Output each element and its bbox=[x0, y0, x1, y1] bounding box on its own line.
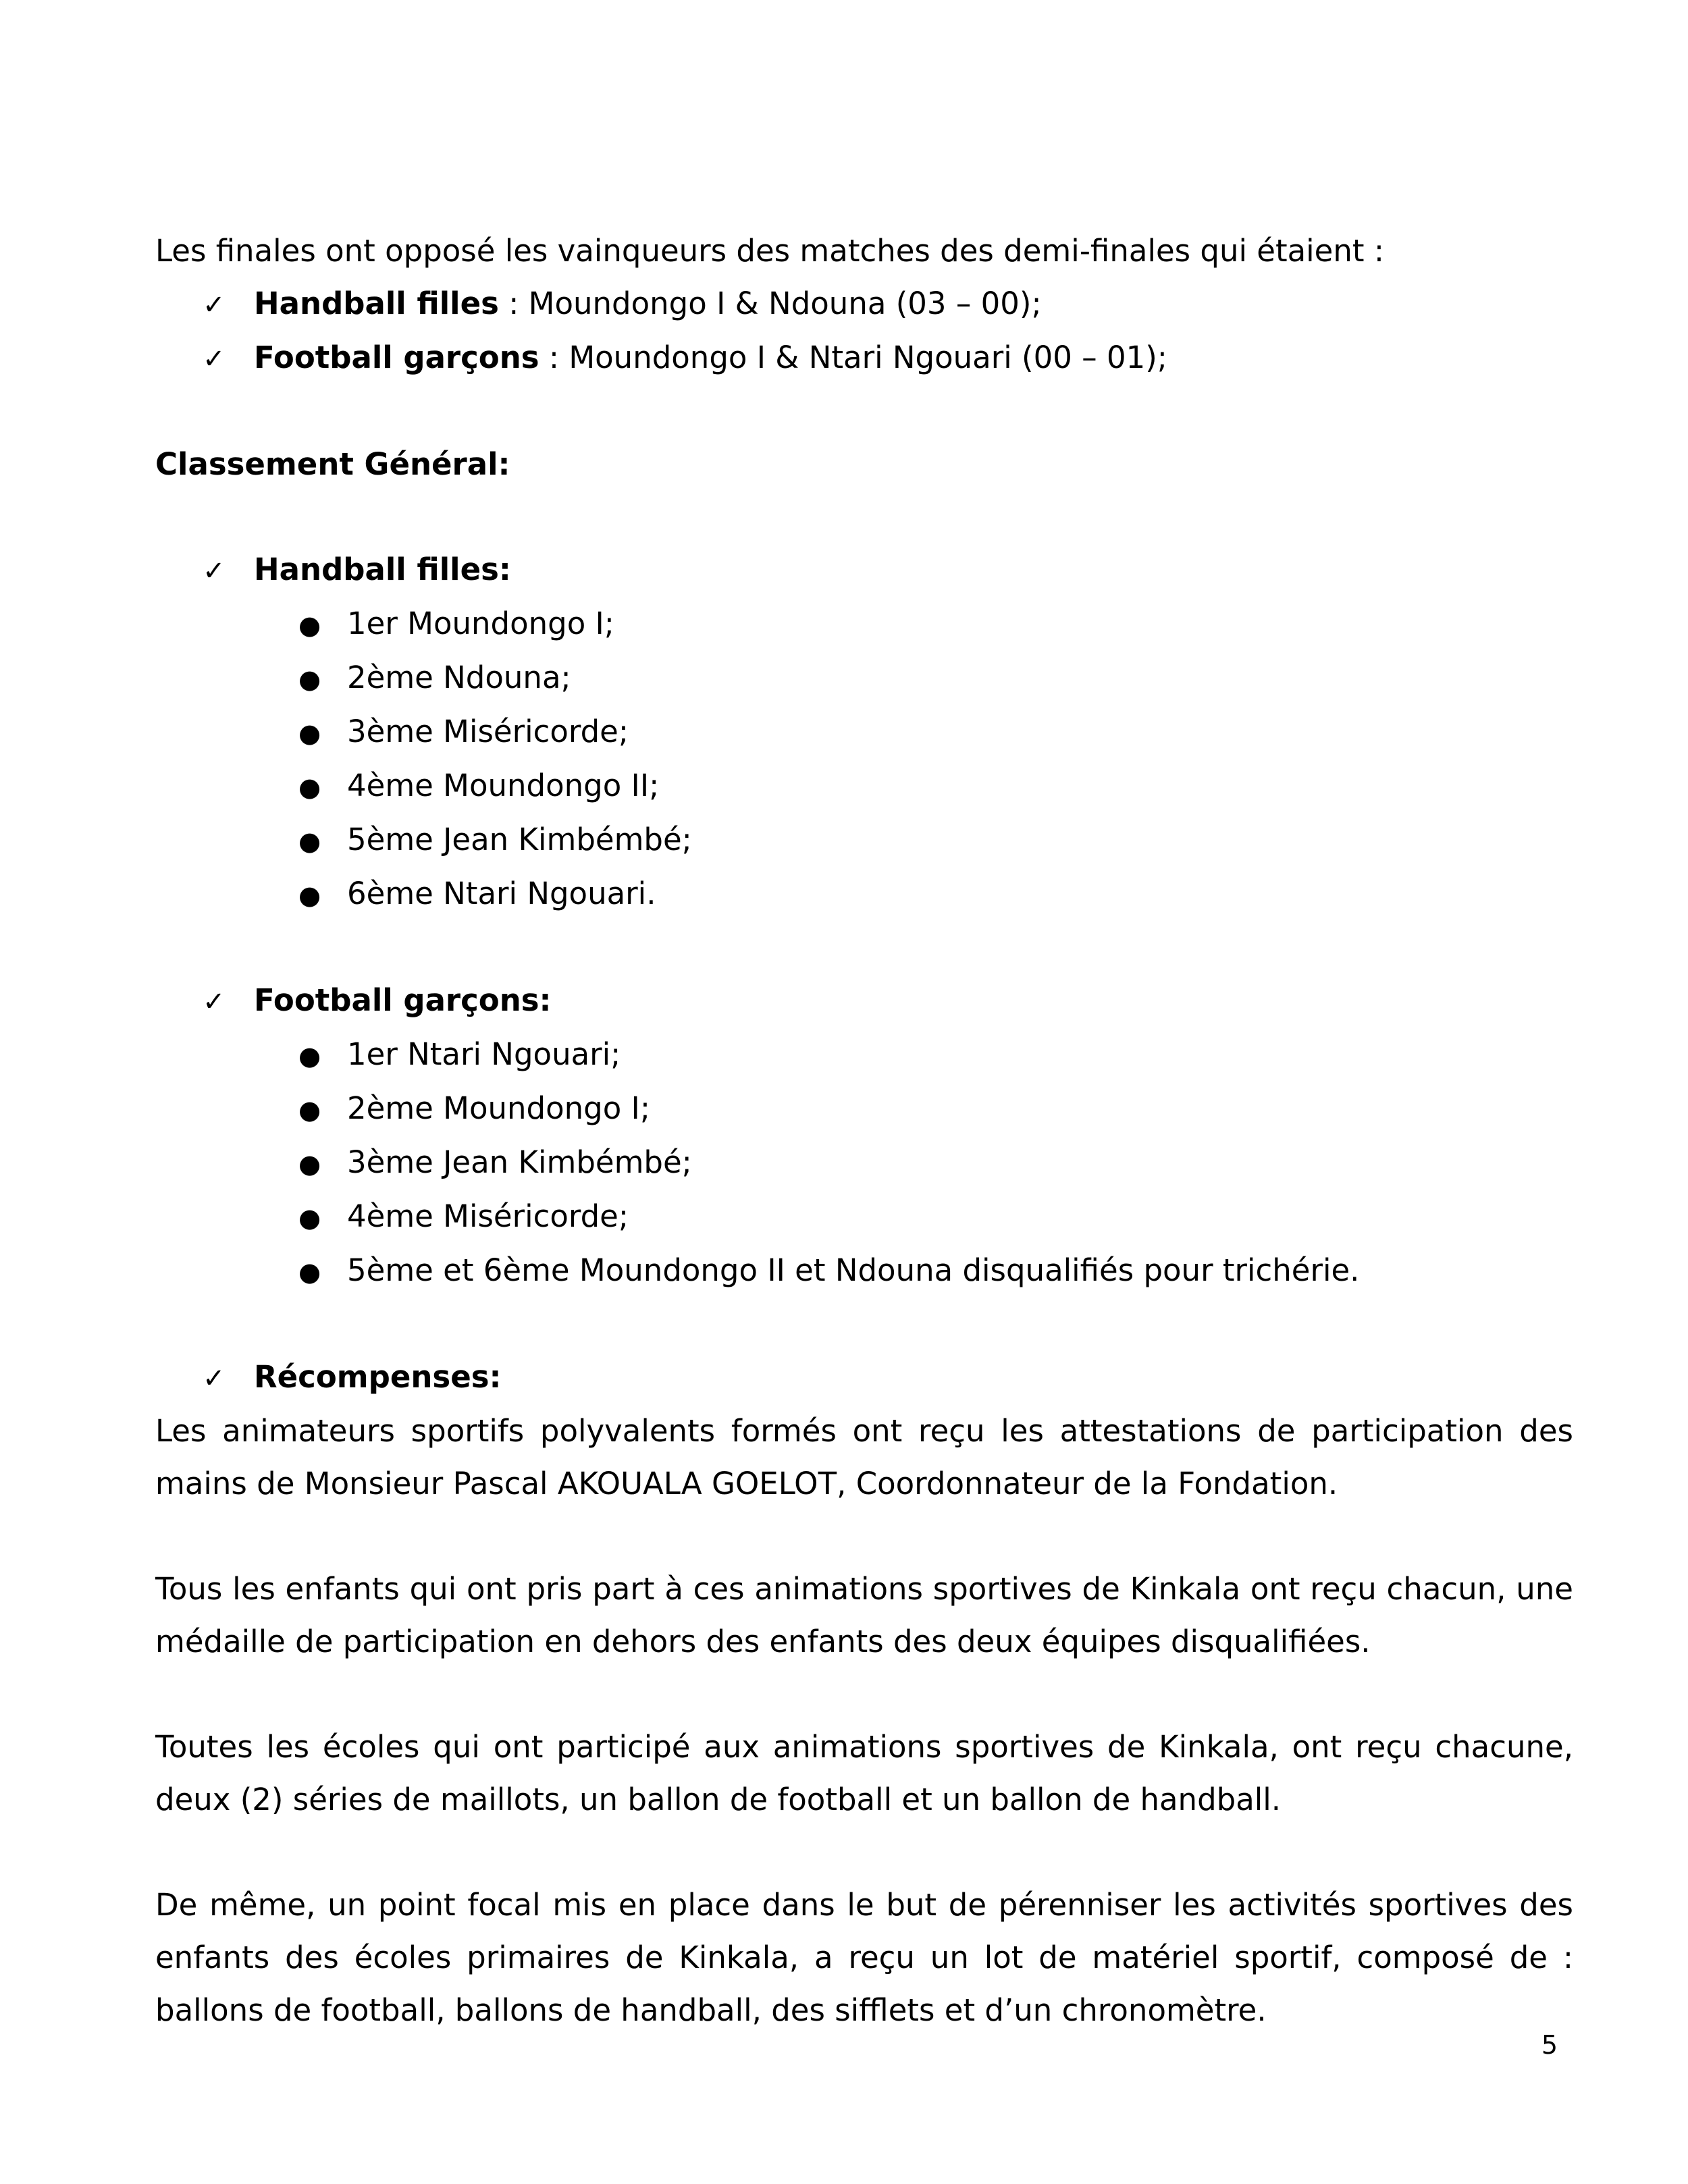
intro-paragraph: Les finales ont opposé les vainqueurs des matches des demi-finales qui étaient : bbox=[155, 233, 1384, 269]
checkmark-icon: ✓ bbox=[203, 556, 226, 587]
bullet-icon: ● bbox=[298, 880, 321, 910]
recompenses-paragraph-4: De même, un point focal mis en place dans le but de pérenniser les activités sportives des enfants des écoles primaires de Kinkala, a reçu un lot de matériel sportif, composé de : ballons de football, ballons de handball, des sifflets et d’un chronomètre. bbox=[155, 1887, 1573, 2028]
page-number: 5 bbox=[1541, 2030, 1558, 2060]
list-item: ● 4ème Moundongo II; bbox=[298, 760, 1573, 814]
classement-heading: Classement Général: bbox=[155, 446, 510, 482]
bullet-icon: ● bbox=[298, 1149, 321, 1179]
final-football-row bbox=[203, 331, 1573, 385]
checkmark-icon: ✓ bbox=[203, 986, 226, 1017]
list-item: ● 4ème Miséricorde; bbox=[298, 1190, 1573, 1244]
list-item: ● 3ème Jean Kimbémbé; bbox=[298, 1136, 1573, 1190]
bullet-icon: ● bbox=[298, 1041, 321, 1071]
final-football-label: Football garçons bbox=[254, 340, 539, 375]
handball-ranking-list bbox=[298, 597, 1573, 922]
document-page bbox=[155, 225, 1573, 2037]
bullet-icon: ● bbox=[298, 610, 321, 640]
list-item: ● 5ème Jean Kimbémbé; bbox=[298, 814, 1573, 868]
football-heading: Football garçons: bbox=[254, 982, 552, 1018]
football-heading-row bbox=[203, 974, 1573, 1028]
list-item: ● 2ème Ndouna; bbox=[298, 651, 1573, 705]
list-item: ● 1er Moundongo I; bbox=[298, 597, 1573, 651]
recompenses-heading-row bbox=[203, 1351, 1573, 1405]
bullet-icon: ● bbox=[298, 772, 321, 802]
bullet-icon: ● bbox=[298, 826, 321, 856]
handball-heading-row bbox=[203, 543, 1573, 597]
checkmark-icon: ✓ bbox=[203, 344, 226, 375]
recompenses-paragraph-1: Les animateurs sportifs polyvalents formés ont reçu les attestations de participation des mains de Monsieur Pascal AKOUALA GOELOT, Coordonnateur de la Fondation. bbox=[155, 1413, 1573, 1501]
recompenses-paragraph-3: Toutes les écoles qui ont participé aux animations sportives de Kinkala, ont reçu chacune, deux (2) séries de maillots, un ballon de football et un ballon de handball. bbox=[155, 1729, 1573, 1817]
recompenses-paragraph-2: Tous les enfants qui ont pris part à ces animations sportives de Kinkala ont reçu chacun, une médaille de participation en dehors des enfants des deux équipes disqualifiées. bbox=[155, 1571, 1573, 1659]
list-item: ● 2ème Moundongo I; bbox=[298, 1082, 1573, 1136]
final-handball-row bbox=[203, 277, 1573, 331]
final-handball-text: : Moundongo I & Ndouna (03 – 00); bbox=[498, 286, 1042, 321]
list-item: ● 5ème et 6ème Moundongo II et Ndouna disqualifiés pour trichérie. bbox=[298, 1244, 1573, 1298]
list-item: ● 1er Ntari Ngouari; bbox=[298, 1028, 1573, 1082]
recompenses-heading: Récompenses: bbox=[254, 1359, 502, 1395]
football-ranking-list bbox=[298, 1028, 1573, 1298]
checkmark-icon: ✓ bbox=[203, 290, 226, 321]
list-item: ● 3ème Miséricorde; bbox=[298, 705, 1573, 760]
bullet-icon: ● bbox=[298, 664, 321, 694]
bullet-icon: ● bbox=[298, 1203, 321, 1233]
final-handball-label: Handball filles bbox=[254, 286, 499, 321]
checkmark-icon: ✓ bbox=[203, 1363, 226, 1394]
bullet-icon: ● bbox=[298, 718, 321, 748]
bullet-icon: ● bbox=[298, 1095, 321, 1125]
list-item: ● 6ème Ntari Ngouari. bbox=[298, 868, 1573, 922]
handball-heading: Handball filles: bbox=[254, 552, 511, 587]
bullet-icon: ● bbox=[298, 1257, 321, 1287]
final-football-text: : Moundongo I & Ntari Ngouari (00 – 01); bbox=[539, 340, 1167, 375]
